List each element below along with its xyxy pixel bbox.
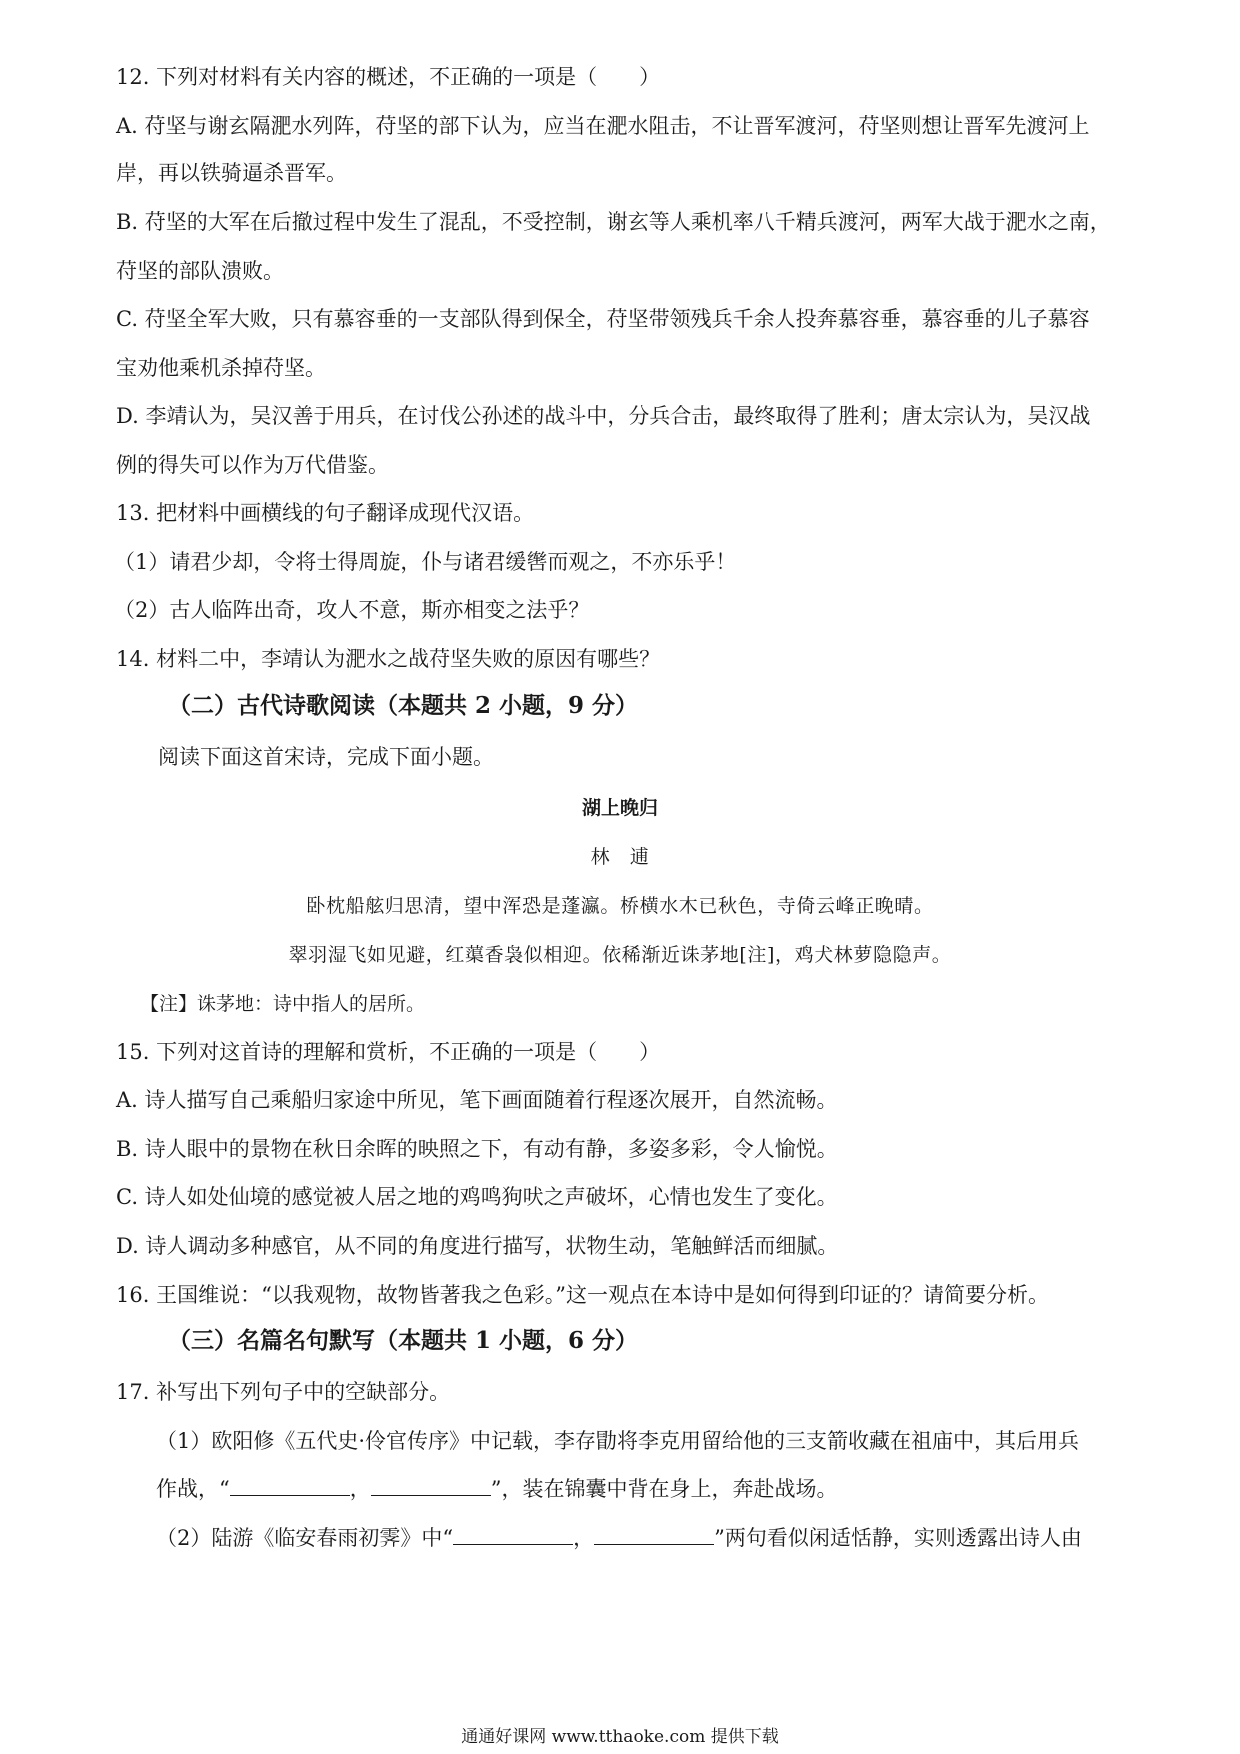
q12-option-b-line1: B. 苻坚的大军在后撤过程中发生了混乱，不受控制，谢玄等人乘机率八千精兵渡河，两军大战于淝水之南， — [116, 210, 1111, 234]
answer-blank-1[interactable] — [230, 1477, 350, 1496]
poem-line-2: 翠羽湿飞如见避，红蕖香袅似相迎。依稀渐近诛茅地[注]，鸡犬林萝隐隐声。 — [288, 944, 952, 966]
answer-blank-2[interactable] — [371, 1477, 491, 1496]
q17-part2-prefix: （2）陆游《临安春雨初霁》中“ — [156, 1526, 454, 1550]
section-2-heading: （二）古代诗歌阅读（本题共 2 小题，9 分） — [168, 692, 639, 719]
q17-part1-line1: （1）欧阳修《五代史·伶官传序》中记载，李存勖将李克用留给他的三支箭收藏在祖庙中，其后用兵 — [156, 1429, 1080, 1453]
q17-part1-separator: ， — [349, 1477, 371, 1501]
q12-option-c-line2: 宝劝他乘机杀掉苻坚。 — [116, 356, 326, 380]
q17-part2-separator: ， — [573, 1526, 595, 1550]
q13-sentence-2: （2）古人临阵出奇，攻人不意，斯亦相变之法乎？ — [114, 598, 590, 622]
q13-sentence-1: （1）请君少却，令将士得周旋，仆与诸君缓辔而观之，不亦乐乎！ — [114, 550, 737, 574]
q12-option-a-line1: A. 苻坚与谢玄隔淝水列阵，苻坚的部下认为，应当在淝水阻击，不让晋军渡河，苻坚则想让晋军先渡河上 — [116, 114, 1090, 138]
q17-part2-suffix: ”两句看似闲适恬静，实则透露出诗人由 — [714, 1526, 1082, 1550]
q15-option-c: C. 诗人如处仙境的感觉被人居之地的鸡鸣狗吠之声破坏，心情也发生了变化。 — [116, 1185, 838, 1209]
q14-stem: 14. 材料二中，李靖认为淝水之战苻坚失败的原因有哪些？ — [116, 647, 661, 671]
q12-option-d-line2: 例的得失可以作为万代借鉴。 — [116, 453, 389, 477]
q15-option-a: A. 诗人描写自己乘船归家途中所见，笔下画面随着行程逐次展开，自然流畅。 — [116, 1088, 838, 1112]
q15-option-b: B. 诗人眼中的景物在秋日余晖的映照之下，有动有静，多姿多彩，令人愉悦。 — [116, 1137, 838, 1161]
q17-part1-suffix: ”，装在锦囊中背在身上，奔赴战场。 — [490, 1477, 838, 1501]
q16-stem: 16. 王国维说：“以我观物，故物皆著我之色彩。”这一观点在本诗中是如何得到印证的？请简要分析。 — [116, 1283, 1050, 1307]
poem-title: 湖上晚归 — [581, 797, 658, 819]
section-2-intro: 阅读下面这首宋诗，完成下面小题。 — [158, 745, 494, 769]
q17-part1-prefix: 作战，“ — [156, 1477, 230, 1501]
page-footer: 通通好课网 www.tthaoke.com 提供下载 — [461, 1727, 779, 1747]
poem-line-1: 卧枕船舷归思清，望中浑恐是蓬瀛。桥横水木已秋色，寺倚云峰正晚晴。 — [306, 895, 934, 917]
q12-option-b-line2: 苻坚的部队溃败。 — [116, 259, 284, 283]
q15-option-d: D. 诗人调动多种感官，从不同的角度进行描写，状物生动，笔触鲜活而细腻。 — [116, 1234, 839, 1258]
q12-option-a-line2: 岸，再以铁骑逼杀晋军。 — [116, 161, 347, 185]
q17-part1-line2 — [156, 1474, 837, 1504]
q17-part2-line1 — [156, 1523, 1082, 1553]
q15-stem: 15. 下列对这首诗的理解和赏析，不正确的一项是（ ） — [116, 1040, 661, 1064]
section-3-heading: （三）名篇名句默写（本题共 1 小题，6 分） — [168, 1327, 639, 1354]
poem-author: 林 逋 — [590, 846, 650, 868]
q17-stem: 17. 补写出下列句子中的空缺部分。 — [116, 1380, 451, 1404]
q12-option-c-line1: C. 苻坚全军大败，只有慕容垂的一支部队得到保全，苻坚带领残兵千余人投奔慕容垂，慕容垂的儿子慕容 — [116, 307, 1090, 331]
poem-note: 【注】诛茅地：诗中指人的居所。 — [140, 993, 426, 1015]
q12-stem: 12. 下列对材料有关内容的概述，不正确的一项是（ ） — [116, 65, 661, 89]
q13-stem: 13. 把材料中画横线的句子翻译成现代汉语。 — [116, 501, 535, 525]
answer-blank-3[interactable] — [453, 1526, 573, 1545]
q12-option-d-line1: D. 李靖认为，吴汉善于用兵，在讨伐公孙述的战斗中，分兵合击，最终取得了胜利；唐太宗认为，吴汉战 — [116, 404, 1091, 428]
answer-blank-4[interactable] — [594, 1526, 714, 1545]
